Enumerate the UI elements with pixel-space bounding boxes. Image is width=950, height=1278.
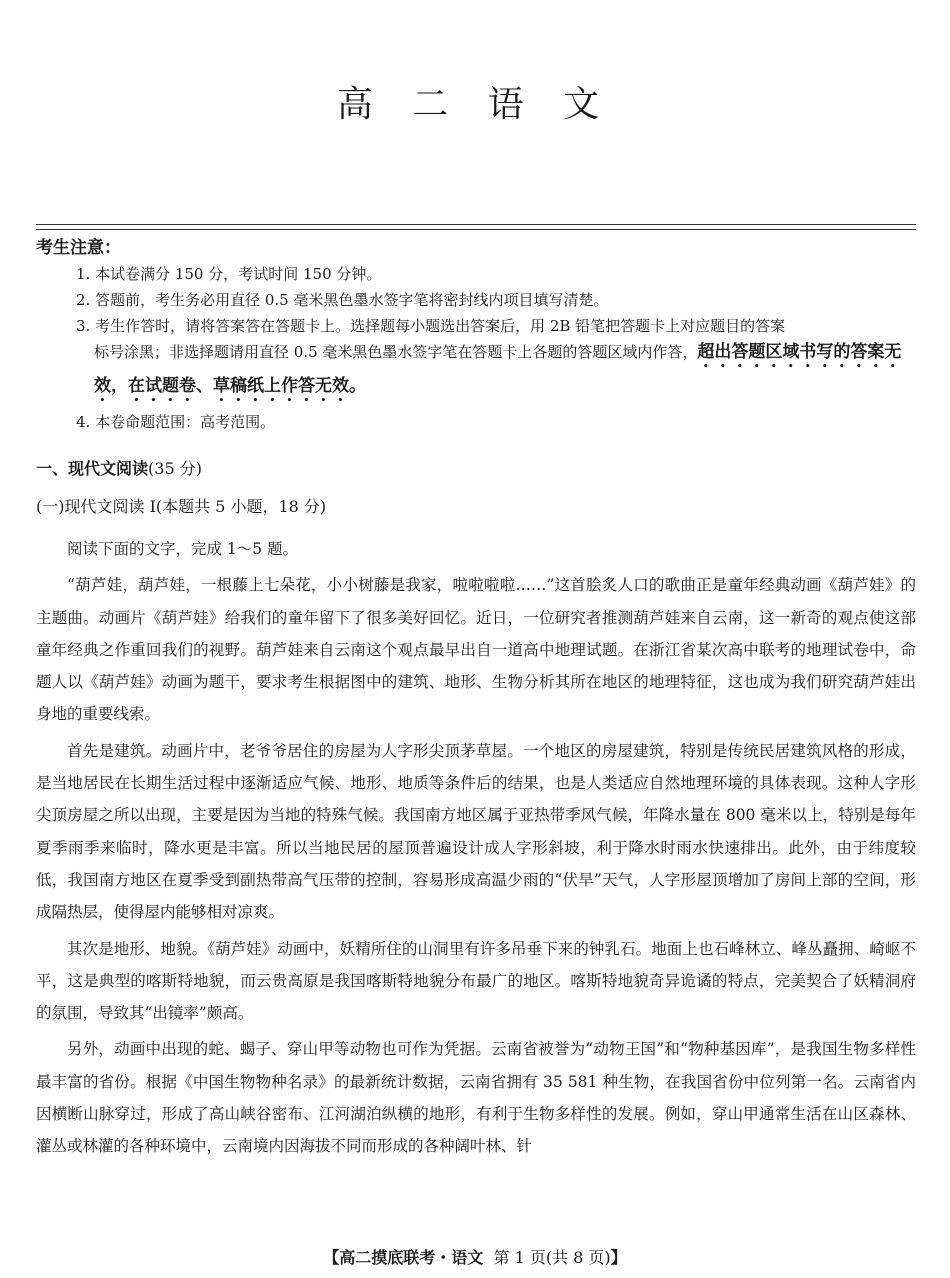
notice-item-1: 1. 本试卷满分 150 分，考试时间 150 分钟。	[76, 265, 382, 283]
footer-page-number: 第 1 页(共 8 页)	[493, 1248, 611, 1267]
reading-passage	[36, 533, 916, 1167]
header-rule-bottom	[36, 229, 916, 230]
passage-paragraph-3: 其次是地形、地貌。《葫芦娃》动画中，妖精所住的山洞里有许多吊垂下来的钟乳石。地面上也石峰林立、峰丛矗拥、崎岖不平，这是典型的喀斯特地貌，而云贵高原是我国喀斯特地貌分布最广的地区。喀斯特地貌奇异诡谲的特点，完美契合了妖精洞府的氛围，导致其“出镜率”颇高。	[36, 939, 916, 1023]
header-rule-top	[36, 224, 916, 225]
passage-paragraph-1: “葫芦娃，葫芦娃，一根藤上七朵花，小小树藤是我家，啦啦啦啦……”这首脍炙人口的歌曲正是童年经典动画《葫芦娃》的主题曲。动画片《葫芦娃》给我们的童年留下了很多美好回忆。近日，一位研究者推测葫芦娃来自云南，这一新奇的观点使这部童年经典之作重回我们的视野。葫芦娃来自云南这个观点最早出自一道高中地理试题。在浙江省某次高中联考的地理试卷中，命题人以《葫芦娃》动画为题干，要求考生根据图中的建筑、地形、生物分析其所在地区的地理特征，这也成为我们研究葫芦娃出身地的重要线索。	[36, 576, 916, 724]
notice-item-3	[76, 314, 916, 406]
notice-item-4: 4. 本卷命题范围：高考范围。	[76, 413, 276, 431]
passage-instruction: 阅读下面的文字，完成 1～5 题。	[67, 540, 299, 558]
notice-heading: 考生注意：	[36, 238, 121, 258]
subsection-heading: (一)现代文阅读 Ⅰ(本题共 5 小题，18 分)	[36, 497, 327, 516]
section-score: (35 分)	[148, 459, 202, 478]
footer-exam-name: 高二摸底联考・语文	[339, 1248, 484, 1267]
section-heading	[36, 457, 202, 481]
passage-paragraph-4: 另外，动画中出现的蛇、蝎子、穿山甲等动物也可作为凭据。云南省被誉为“动物王国”和“物种基因库”，是我国生物多样性最丰富的省份。根据《中国生物物种名录》的最新统计数据，云南省拥有 35 581 种生物，在我国省份中位列第一名。云南省内因横断山脉穿过，形成了高山峡谷密布、江河湖泊纵横的地形，有利于生物多样性的发展。例如，穿山甲通常生活在山区森林、灌丛或林灌的各种环境中，云南境内因海拔不同而形成的各种阔叶林、针	[36, 1040, 916, 1156]
page-title: 高 二 语 文	[336, 84, 614, 125]
notice-item-3-emphasis: 超出答题区域书写的答案无效，在试题卷、草稿纸上作答无效。	[94, 342, 902, 396]
notice-item-3-line1: 3. 考生作答时，请将答案答在答题卡上。选择题每小题选出答案后，用 2B 铅笔把答题卡上对应题目的答案	[76, 317, 786, 335]
notice-item-3-line2: 标号涂黑；非选择题请用直径 0.5 毫米黑色墨水签字笔在答题卡上各题的答题区域内作答，	[94, 343, 698, 361]
notice-item-2: 2. 答题前，考生务必用直径 0.5 毫米黑色墨水签字笔将密封线内项目填写清楚。	[76, 291, 609, 309]
page-footer: 【高二摸底联考・语文 第 1 页(共 8 页)】	[323, 1248, 627, 1267]
section-title: 一、现代文阅读	[36, 459, 149, 478]
passage-paragraph-2: 首先是建筑。动画片中，老爷爷居住的房屋为人字形尖顶茅草屋。一个地区的房屋建筑，特别是传统民居建筑风格的形成，是当地居民在长期生活过程中逐渐适应气候、地形、地质等条件后的结果，也是人类适应自然地理环境的具体表现。这种人字形尖顶房屋之所以出现，主要是因为当地的特殊气候。我国南方地区属于亚热带季风气候，年降水量在 800 毫米以上，特别是每年夏季雨季来临时，降水更是丰富。所以当地民居的屋顶普遍设计成人字形斜坡，利于降水时雨水快速排出。此外，由于纬度较低，我国南方地区在夏季受到副热带高气压带的控制，容易形成高温少雨的“伏旱”天气，人字形屋顶增加了房间上部的空间，形成隔热层，使得屋内能够相对凉爽。	[36, 741, 916, 922]
